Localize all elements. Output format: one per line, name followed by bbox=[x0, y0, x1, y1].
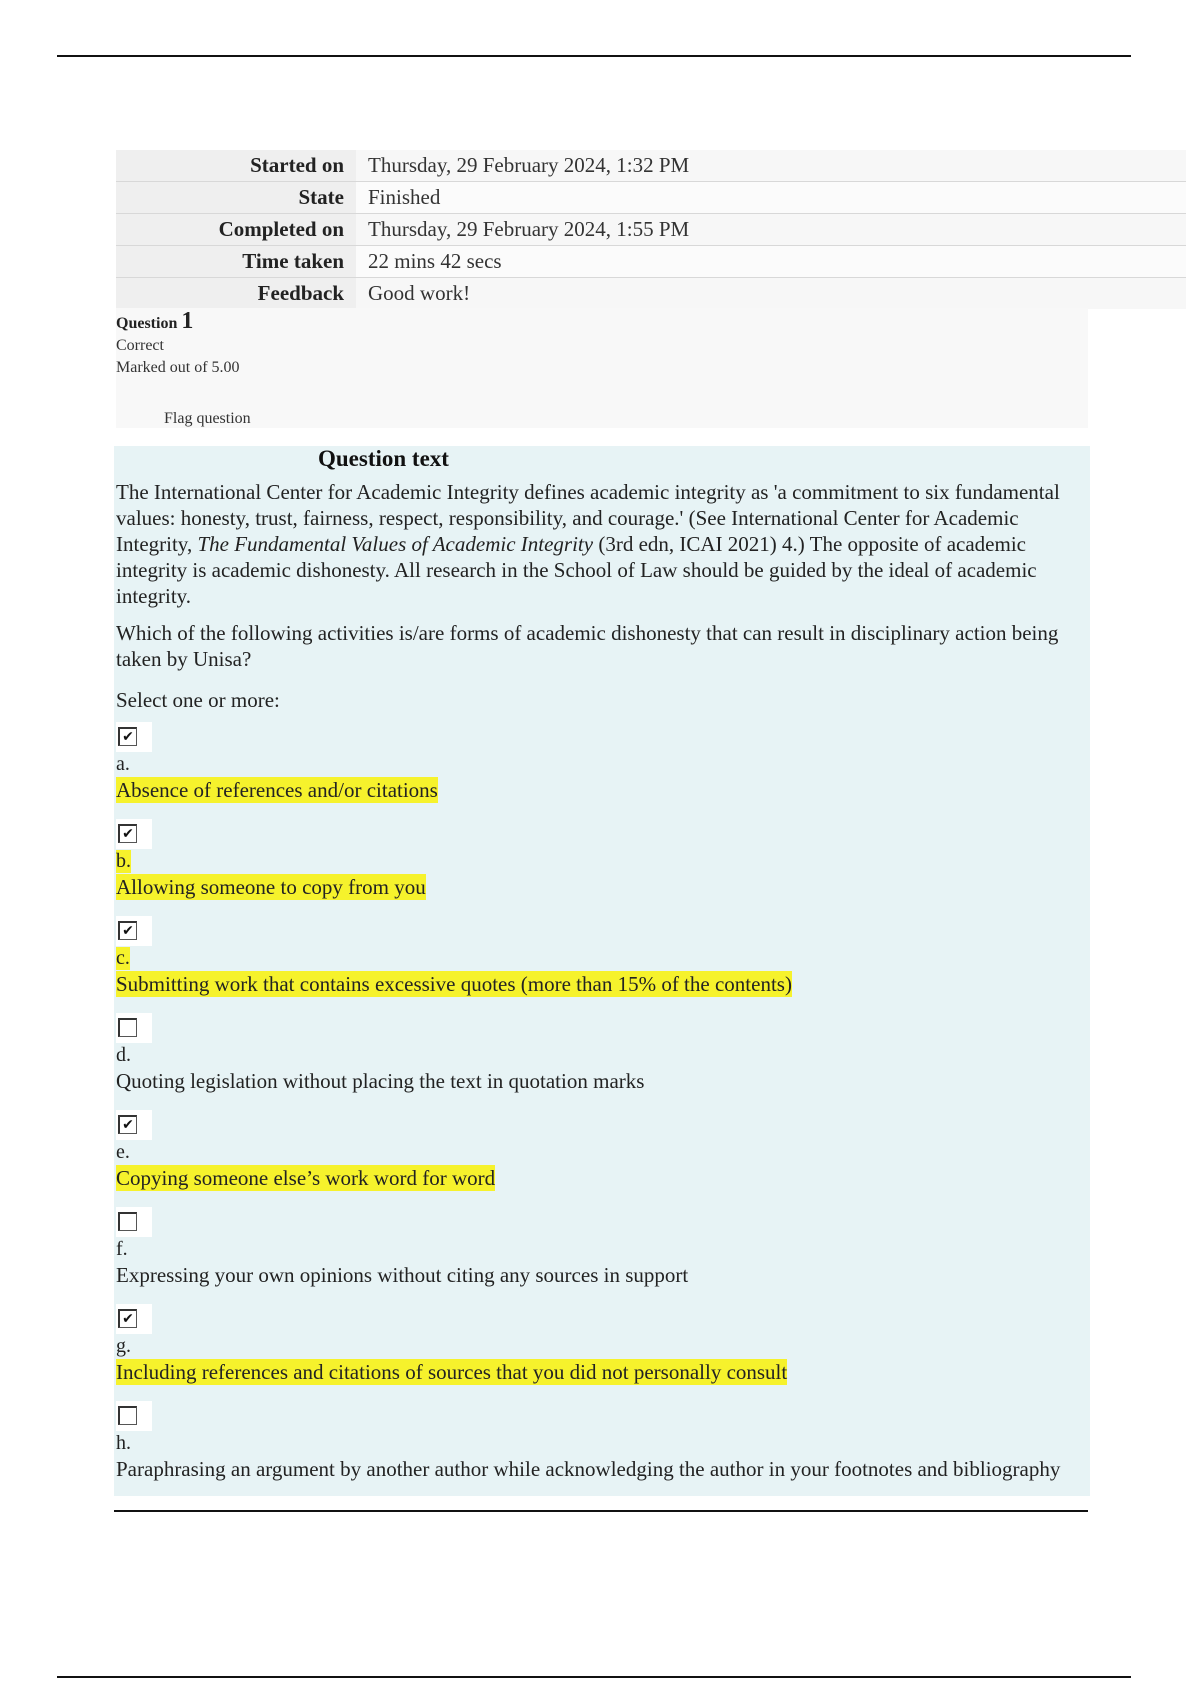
content-bottom-rule bbox=[114, 1510, 1088, 1512]
paragraph-text: The International Center for Academic Integrity defines academic integrity as 'a commitment to six fundamental values: honesty, trust, fairness, respect, responsibility, and courage.' (See International Center for Academic Integrity, bbox=[116, 480, 1060, 556]
question-number-value: 1 bbox=[181, 308, 194, 334]
top-rule bbox=[57, 55, 1131, 57]
summary-value: Good work! bbox=[356, 278, 1186, 310]
question-prefix: Question bbox=[116, 315, 178, 332]
checkbox-checked[interactable]: ✔ bbox=[118, 1309, 137, 1328]
page-bottom-rule bbox=[57, 1676, 1131, 1678]
flag-question-link[interactable]: Flag question bbox=[164, 410, 251, 427]
answer-option[interactable] bbox=[116, 1110, 1076, 1202]
option-letter: f. bbox=[116, 1238, 128, 1260]
summary-label: State bbox=[116, 182, 356, 214]
answer-option[interactable] bbox=[116, 916, 1076, 1008]
checkbox-container bbox=[116, 1207, 152, 1237]
checkbox-unchecked[interactable] bbox=[118, 1018, 137, 1037]
option-letter: a. bbox=[116, 753, 130, 775]
answer-option[interactable] bbox=[116, 1401, 1076, 1493]
option-letter: h. bbox=[116, 1432, 131, 1454]
option-letter: e. bbox=[116, 1141, 130, 1163]
summary-row-completed bbox=[116, 214, 1186, 246]
summary-row-feedback bbox=[116, 278, 1186, 310]
checkbox-checked[interactable]: ✔ bbox=[118, 727, 137, 746]
option-text: Submitting work that contains excessive quotes (more than 15% of the contents) bbox=[116, 972, 792, 996]
paragraph-text: (3rd edn, ICAI 2021) 4.) The opposite of academic integrity is academic dishonesty. All research in the School of Law should be guided by the ideal of academic integrity. bbox=[116, 532, 1037, 608]
summary-value: 22 mins 42 secs bbox=[356, 246, 1186, 278]
summary-label: Time taken bbox=[116, 246, 356, 278]
answer-option[interactable] bbox=[116, 1207, 1076, 1299]
answer-option[interactable] bbox=[116, 1304, 1076, 1396]
question-number bbox=[116, 308, 193, 335]
summary-label: Completed on bbox=[116, 214, 356, 246]
checkbox-container bbox=[116, 722, 152, 752]
select-instruction: Select one or more: bbox=[116, 688, 280, 712]
question-text-heading: Question text bbox=[318, 446, 449, 471]
question-content bbox=[114, 446, 1090, 1496]
checkbox-container bbox=[116, 1013, 152, 1043]
summary-value: Thursday, 29 February 2024, 1:55 PM bbox=[356, 214, 1186, 246]
option-text: Copying someone else’s work word for word bbox=[116, 1166, 496, 1190]
option-letter: b. bbox=[116, 850, 131, 872]
option-text: Absence of references and/or citations bbox=[116, 778, 438, 802]
summary-label: Feedback bbox=[116, 278, 356, 310]
checkbox-checked[interactable]: ✔ bbox=[118, 1115, 137, 1134]
question-paragraph-2: Which of the following activities is/are forms of academic dishonesty that can result in disciplinary action being taken by Unisa? bbox=[116, 621, 1059, 671]
option-letter: g. bbox=[116, 1335, 131, 1357]
summary-row-started bbox=[116, 150, 1186, 182]
checkbox-unchecked[interactable] bbox=[118, 1406, 137, 1425]
question-paragraph-1 bbox=[116, 479, 1076, 609]
option-text: Expressing your own opinions without citing any sources in support bbox=[116, 1263, 689, 1287]
option-letter: d. bbox=[116, 1044, 131, 1066]
checkbox-checked[interactable]: ✔ bbox=[118, 824, 137, 843]
answer-option[interactable] bbox=[116, 819, 1076, 911]
book-title: The Fundamental Values of Academic Integrity bbox=[197, 532, 594, 556]
checkbox-container bbox=[116, 1401, 152, 1431]
summary-label: Started on bbox=[116, 150, 356, 182]
checkbox-checked[interactable]: ✔ bbox=[118, 921, 137, 940]
summary-row-state bbox=[116, 182, 1186, 214]
option-text: Including references and citations of sources that you did not personally consult bbox=[116, 1360, 788, 1384]
checkbox-container bbox=[116, 819, 152, 849]
option-text: Quoting legislation without placing the text in quotation marks bbox=[116, 1069, 645, 1093]
checkbox-container bbox=[116, 1304, 152, 1334]
option-text: Allowing someone to copy from you bbox=[116, 875, 426, 899]
question-info-panel bbox=[116, 308, 1088, 428]
option-text: Paraphrasing an argument by another author while acknowledging the author in your footnotes and bibliography bbox=[116, 1457, 1061, 1481]
checkbox-container bbox=[116, 1110, 152, 1140]
summary-value: Thursday, 29 February 2024, 1:32 PM bbox=[356, 150, 1186, 182]
question-state: Correct bbox=[116, 337, 164, 354]
attempt-summary-table bbox=[116, 150, 1186, 309]
option-letter: c. bbox=[116, 947, 130, 969]
checkbox-container bbox=[116, 916, 152, 946]
answer-option[interactable] bbox=[116, 722, 1076, 814]
summary-row-time-taken bbox=[116, 246, 1186, 278]
summary-value: Finished bbox=[356, 182, 1186, 214]
question-mark: Marked out of 5.00 bbox=[116, 359, 240, 376]
answer-option[interactable] bbox=[116, 1013, 1076, 1105]
checkbox-unchecked[interactable] bbox=[118, 1212, 137, 1231]
